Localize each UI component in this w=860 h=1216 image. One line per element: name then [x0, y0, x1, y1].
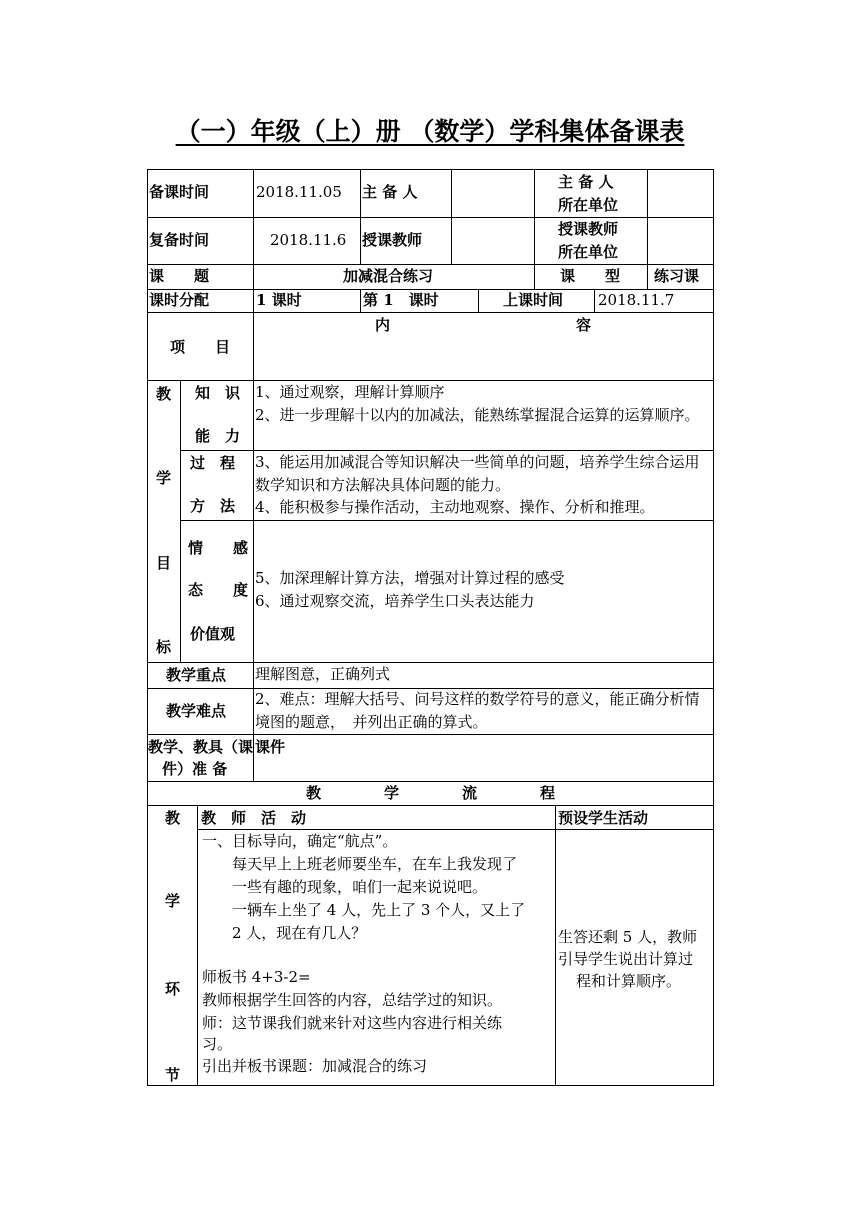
teacher-line-2: 每天早上上班老师要坐车，在车上我发现了	[202, 855, 518, 873]
emotion-line-2: 6、通过观察交流，培养学生口头表达能力	[255, 592, 535, 610]
prep-time-value: 2018.11.05	[256, 183, 342, 201]
main-preparer-unit-label-1: 主 备 人	[558, 173, 614, 191]
student-line-1: 生答还剩 5 人，教师	[558, 928, 698, 946]
flow-title-char-3: 流	[462, 784, 478, 802]
flow-title-char-2: 学	[384, 784, 400, 802]
student-activity-header: 预设学生活动	[558, 809, 649, 827]
teacher-line-8: 教师根据学生回答的内容，总结学过的知识。	[202, 991, 503, 1009]
content-label-2: 容	[576, 316, 592, 334]
emotion-label-2: 态 度	[188, 581, 249, 599]
knowledge-line-1: 1、通过观察，理解计算顺序	[255, 383, 445, 401]
process-label-2: 方 法	[190, 497, 236, 515]
knowledge-label-2: 能 力	[195, 427, 241, 445]
teacher-line-10: 习。	[202, 1035, 233, 1053]
goals-side-char-3: 目	[156, 554, 172, 572]
knowledge-label-1: 知 识	[195, 384, 241, 402]
flow-side-char-4: 节	[165, 1066, 181, 1084]
review-time-value: 2018.11.6	[270, 231, 347, 249]
item-label: 项 目	[170, 338, 231, 356]
emotion-label-3: 价值观	[190, 625, 236, 643]
process-line-2: 4、能积极参与操作活动，主动地观察、操作、分析和推理。	[255, 498, 655, 516]
teacher-label: 授课教师	[362, 231, 423, 249]
process-label-1: 过 程	[190, 454, 236, 472]
hours-value: 1 课时	[256, 291, 302, 309]
goals-side-char-2: 学	[156, 469, 172, 487]
goals-side-char-1: 教	[156, 385, 172, 403]
lesson-number: 第 1 课时	[363, 291, 439, 309]
emotion-line-1: 5、加深理解计算方法，增强对计算过程的感受	[255, 569, 565, 587]
flow-side-char-2: 学	[165, 892, 181, 910]
teacher-line-7: 师板书 4+3-2=	[202, 968, 311, 986]
page-title: （一）年级（上）册 （数学）学科集体备课表	[175, 117, 685, 146]
tools-label-1: 教学、教具（课	[148, 738, 254, 756]
student-line-3: 程和计算顺序。	[576, 972, 682, 990]
flow-side-char-3: 环	[165, 980, 181, 998]
teacher-line-9: 师：这节课我们就来针对这些内容进行相关练	[202, 1014, 503, 1032]
teacher-unit-label-2: 所在单位	[558, 243, 619, 261]
teacher-unit-label-1: 授课教师	[558, 220, 619, 238]
class-time-value: 2018.11.7	[598, 291, 675, 309]
content-label-1: 内	[375, 316, 391, 334]
main-preparer-unit-label-2: 所在单位	[558, 196, 619, 214]
knowledge-line-2: 2、进一步理解十以内的加减法，能熟练掌握混合运算的运算顺序。	[255, 406, 700, 424]
key-value: 理解图意，正确列式	[255, 665, 391, 683]
topic-label: 课 题	[149, 267, 210, 285]
flow-side-char-1: 教	[165, 809, 181, 827]
difficulty-label: 教学难点	[166, 702, 227, 720]
main-preparer-label: 主 备 人	[362, 183, 418, 201]
difficulty-value: 2、难点：理解大括号、问号这样的数学符号的意义，能正确分析情境图的题意， 并列出正确的算式。	[255, 690, 700, 731]
type-value: 练习课	[654, 267, 700, 285]
topic-value: 加减混合练习	[343, 267, 434, 285]
tools-label-2: 件）准 备	[162, 760, 228, 778]
prep-time-label: 备课时间	[149, 183, 210, 201]
flow-title-char-4: 程	[540, 784, 556, 802]
teacher-line-11: 引出并板书课题：加减混合的练习	[202, 1057, 428, 1075]
teacher-line-5: 2 人，现在有几人？	[202, 924, 367, 942]
hours-label: 课时分配	[149, 291, 210, 309]
goals-side-char-4: 标	[156, 638, 172, 656]
class-time-label: 上课时间	[503, 291, 564, 309]
flow-title-char-1: 教	[306, 784, 322, 802]
key-label: 教学重点	[166, 666, 227, 684]
teacher-line-3: 一些有趣的现象，咱们一起来说说吧。	[202, 878, 488, 896]
teacher-line-1: 一、目标导向，确定“航点”。	[202, 832, 398, 850]
teacher-line-4: 一辆车上坐了 4 人，先上了 3 个人，又上了	[202, 901, 526, 919]
student-line-2: 引导学生说出计算过	[558, 950, 694, 968]
type-label: 课 型	[560, 267, 621, 285]
teacher-activity-header: 教 师 活 动	[201, 809, 307, 827]
tools-value: 课件	[255, 738, 286, 756]
emotion-label-1: 情 感	[188, 539, 249, 557]
review-time-label: 复备时间	[149, 231, 210, 249]
process-line-1: 3、能运用加减混合等知识解决一些简单的问题，培养学生综合运用数学知识和方法解决具体问题的能力。	[255, 453, 700, 494]
